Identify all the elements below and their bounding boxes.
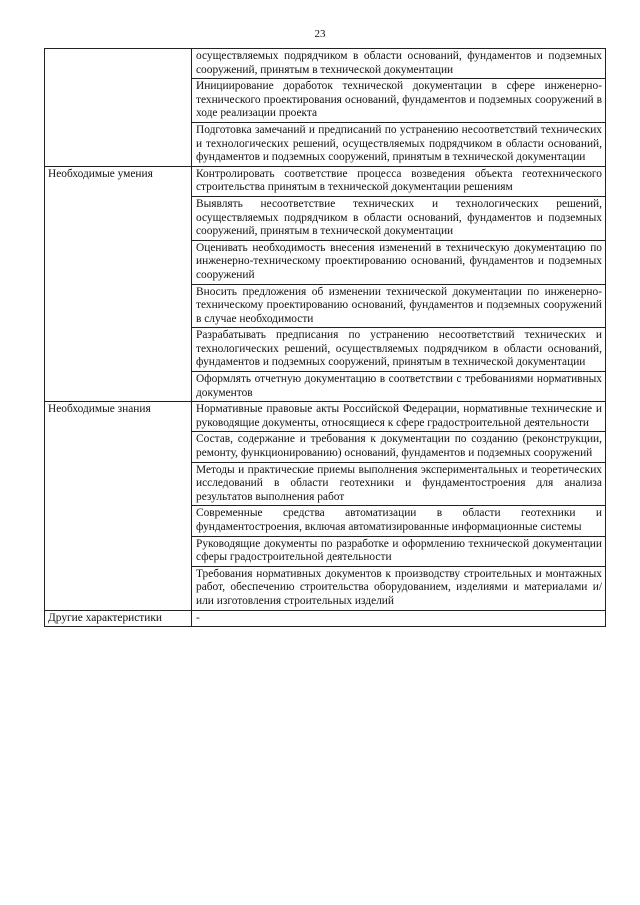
row-label: Необходимые умения [45,166,192,402]
requirement-item: Выявлять несоответствие технических и технологических решений, осуществляемых подрядчиком в области оснований, фундаментов и подземных сооружений, принятым в технической документации [192,196,606,240]
requirement-item: осуществляемых подрядчиком в области оснований, фундаментов и подземных сооружений, принятым в технической документации [192,49,606,79]
requirement-item: Методы и практические приемы выполнения экспериментальных и теоретических исследований в области геотехники и фундаментостроения для анализа результатов выполнения работ [192,462,606,506]
requirement-item: Современные средства автоматизации в области геотехники и фундаментостроения, включая автоматизированные информационные системы [192,506,606,536]
requirements-table [44,48,606,627]
requirement-item: - [192,610,606,627]
requirement-item: Нормативные правовые акты Российской Федерации, нормативные технические и руководящие документы, относящиеся к сфере градостроительной деятельности [192,402,606,432]
requirement-item: Руководящие документы по разработке и оформлению технической документации сферы градостроительной деятельности [192,536,606,566]
requirement-item: Оформлять отчетную документацию в соответствии с требованиями нормативных документов [192,372,606,402]
row-label [45,49,192,167]
table-row [45,49,606,79]
table-row [45,610,606,627]
page-number: 23 [314,28,326,40]
table-row [45,166,606,196]
requirement-item: Разрабатывать предписания по устранению несоответствий технических и технологических решений, осуществляемых подрядчиком в области оснований, фундаментов и подземных сооружений, принятым в технической документации [192,328,606,372]
requirement-item: Вносить предложения об изменении технической документации по инженерно-техническому проектированию оснований, фундаментов и подземных сооружений в случае необходимости [192,284,606,328]
row-label: Другие характеристики [45,610,192,627]
requirement-item: Инициирование доработок технической документации в сфере инженерно-технического проектирования оснований, фундаментов и подземных сооружений в ходе реализации проекта [192,79,606,123]
requirement-item: Подготовка замечаний и предписаний по устранению несоответствий технических и технологических решений, осуществляемых подрядчиком в области оснований, фундаментов и подземных сооружений, принятым в технической документации [192,122,606,166]
requirement-item: Состав, содержание и требования к документации по созданию (реконструкции, ремонту, функционированию) оснований, фундаментов и подземных сооружений [192,432,606,462]
row-label: Необходимые знания [45,402,192,610]
requirement-item: Требования нормативных документов к производству строительных и монтажных работ, обеспечению строительства оборудованием, изделиями и материалами и/или изготовления строительных изделий [192,566,606,610]
table-row [45,402,606,432]
requirement-item: Оценивать необходимость внесения изменений в техническую документацию по инженерно-техническому проектированию оснований, фундаментов и подземных сооружений [192,240,606,284]
requirement-item: Контролировать соответствие процесса возведения объекта геотехнического строительства принятым в технической документации решениям [192,166,606,196]
